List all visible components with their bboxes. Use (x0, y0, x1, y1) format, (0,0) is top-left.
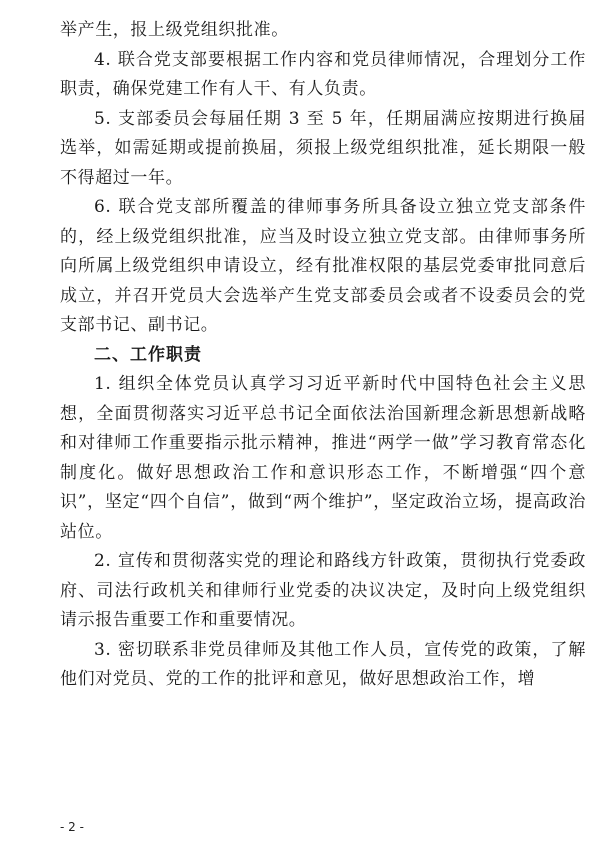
duty-item-3: 3. 密切联系非党员律师及其他工作人员，宣传党的政策，了解他们对党员、党的工作的批评和意见，做好思想政治工作，增 (60, 639, 586, 689)
duty-item-1: 1. 组织全体党员认真学习习近平新时代中国特色社会主义思想，全面贯彻落实习近平总书记全面依法治国新理念新思想新战略和对律师工作重要指示批示精神，推进“两学一做”学习教育常态化制度化。做好思想政治工作和意识形态工作，不断增强“四个意识”，坚定“四个自信”，做到“两个维护”，坚定政治立场，提高政治站位。 (60, 374, 586, 542)
paragraph-item-4: 4. 联合党支部要根据工作内容和党员律师情况，合理划分工作职责，确保党建工作有人干、有人负责。 (60, 49, 586, 99)
paragraph-continued: 举产生，报上级党组织批准。 (60, 20, 289, 40)
document-body (60, 16, 586, 695)
paragraph-item-6: 6. 联合党支部所覆盖的律师事务所具备设立独立党支部条件的，经上级党组织批准，应当及时设立独立党支部。由律师事务所向所属上级党组织申请设立，经有批准权限的基层党委审批同意后成立，并召开党员大会选举产生党支部委员会或者不设委员会的党支部书记、副书记。 (60, 197, 586, 335)
page-number: - 2 - (60, 820, 84, 834)
duty-item-2: 2. 宣传和贯彻落实党的理论和路线方针政策，贯彻执行党委政府、司法行政机关和律师行业党委的决议决定，及时向上级党组织请示报告重要工作和重要情况。 (60, 551, 586, 630)
section-heading: 二、工作职责 (94, 344, 202, 365)
paragraph-item-5: 5. 支部委员会每届任期 3 至 5 年，任期届满应按期进行换届选举，如需延期或提前换届，须报上级党组织批准，延长期限一般不得超过一年。 (60, 108, 586, 188)
